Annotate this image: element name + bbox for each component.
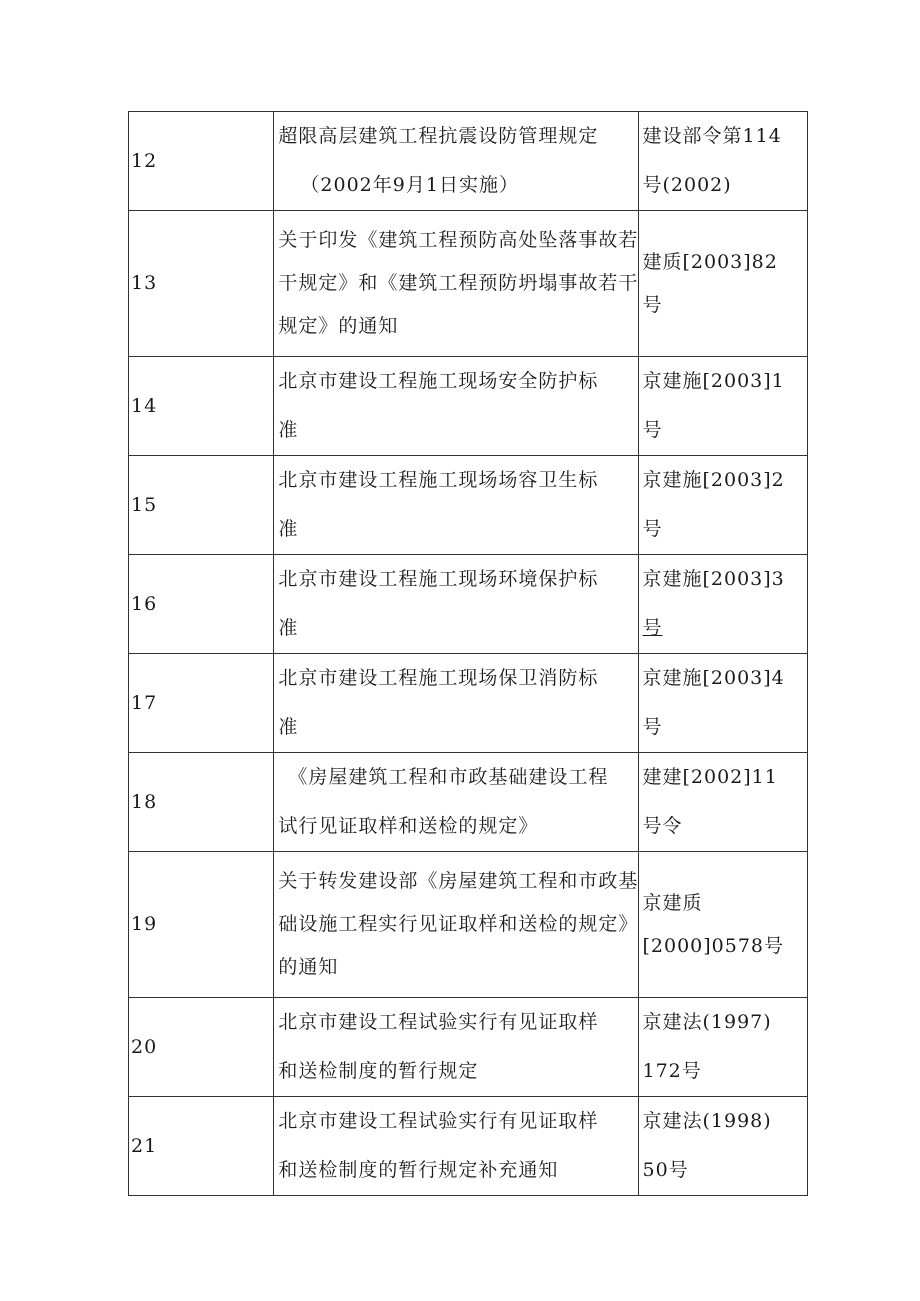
regulation-title <box>274 654 639 753</box>
doc-line: [2000]0578号 <box>642 934 785 957</box>
doc-line: 建设部令第114 <box>642 125 782 147</box>
table-row <box>129 1097 808 1196</box>
row-number: 19 <box>129 852 274 998</box>
doc-line: 建建[2002]11 <box>642 766 778 788</box>
doc-line: 号 <box>642 716 663 738</box>
title-line: 北京市建设工程施工现场环境保护标 <box>278 568 599 590</box>
title-line: 超限高层建筑工程抗震设防管理规定 <box>278 125 599 147</box>
title-line: （2002年9月1日实施） <box>300 174 519 196</box>
title-line: 准 <box>278 419 299 441</box>
title-line: 准 <box>278 617 299 639</box>
document-number <box>639 654 808 753</box>
title-line: 础设施工程实行见证取样和送检的规定》 <box>278 913 639 935</box>
document-number <box>639 456 808 555</box>
doc-line: 京建施[2003]1 <box>642 370 785 392</box>
doc-line: 京建质 <box>642 891 703 914</box>
regulations-table <box>128 111 808 1196</box>
row-number: 14 <box>129 357 274 456</box>
row-number: 15 <box>129 456 274 555</box>
document-number <box>639 1097 808 1196</box>
doc-line: 号(2002) <box>642 174 732 196</box>
regulation-title <box>274 555 639 654</box>
doc-line: 号 <box>642 293 663 316</box>
row-number: 20 <box>129 998 274 1097</box>
title-line: 试行见证取样和送检的规定》 <box>278 815 539 837</box>
doc-line: 京建施[2003]3 <box>642 568 785 590</box>
doc-line: 号 <box>642 518 663 540</box>
regulation-title <box>274 852 639 998</box>
document-number <box>639 753 808 852</box>
title-line: 关于转发建设部《房屋建筑工程和市政基 <box>278 870 639 892</box>
title-line: 《房屋建筑工程和市政基础建设工程 <box>288 766 609 788</box>
document-number <box>639 852 808 998</box>
document-number <box>639 211 808 357</box>
doc-line: 建质[2003]82 <box>642 250 778 273</box>
row-number: 18 <box>129 753 274 852</box>
table-row <box>129 654 808 753</box>
row-number: 13 <box>129 211 274 357</box>
title-line: 和送检制度的暂行规定补充通知 <box>278 1159 559 1181</box>
title-line: 干规定》和《建筑工程预防坍塌事故若干 <box>278 272 639 294</box>
row-number: 16 <box>129 555 274 654</box>
doc-line: 50号 <box>642 1159 689 1181</box>
title-line: 北京市建设工程施工现场保卫消防标 <box>278 667 599 689</box>
doc-line: 京建施[2003]4 <box>642 667 785 689</box>
title-line: 北京市建设工程试验实行有见证取样 <box>278 1110 599 1132</box>
regulation-title <box>274 211 639 357</box>
regulation-title <box>274 1097 639 1196</box>
doc-line: 号 <box>642 419 663 441</box>
row-number: 21 <box>129 1097 274 1196</box>
title-line: 和送检制度的暂行规定 <box>278 1060 479 1082</box>
document-number <box>639 998 808 1097</box>
table-row <box>129 357 808 456</box>
table-row <box>129 456 808 555</box>
document-number <box>639 555 808 654</box>
title-line: 北京市建设工程施工现场安全防护标 <box>278 370 599 392</box>
doc-line: 京建施[2003]2 <box>642 469 785 491</box>
title-line: 准 <box>278 716 299 738</box>
table-row <box>129 753 808 852</box>
table-row <box>129 555 808 654</box>
doc-line: 京建法(1998) <box>642 1110 772 1132</box>
regulation-title <box>274 357 639 456</box>
title-line: 准 <box>278 518 299 540</box>
regulation-title <box>274 753 639 852</box>
title-line: 关于印发《建筑工程预防高处坠落事故若 <box>278 229 639 251</box>
regulation-title <box>274 456 639 555</box>
document-number <box>639 357 808 456</box>
regulation-title <box>274 112 639 211</box>
table-row <box>129 112 808 211</box>
title-line: 规定》的通知 <box>278 315 399 337</box>
table-row <box>129 211 808 357</box>
title-line: 北京市建设工程试验实行有见证取样 <box>278 1011 599 1033</box>
doc-line: 号令 <box>642 815 683 837</box>
table-row <box>129 852 808 998</box>
doc-line: 172号 <box>642 1060 702 1082</box>
doc-line: 京建法(1997) <box>642 1011 772 1033</box>
row-number: 12 <box>129 112 274 211</box>
doc-line: 号 <box>642 617 663 639</box>
title-line: 的通知 <box>278 956 339 978</box>
table-row <box>129 998 808 1097</box>
title-line: 北京市建设工程施工现场场容卫生标 <box>278 469 599 491</box>
row-number: 17 <box>129 654 274 753</box>
regulation-title <box>274 998 639 1097</box>
document-number <box>639 112 808 211</box>
